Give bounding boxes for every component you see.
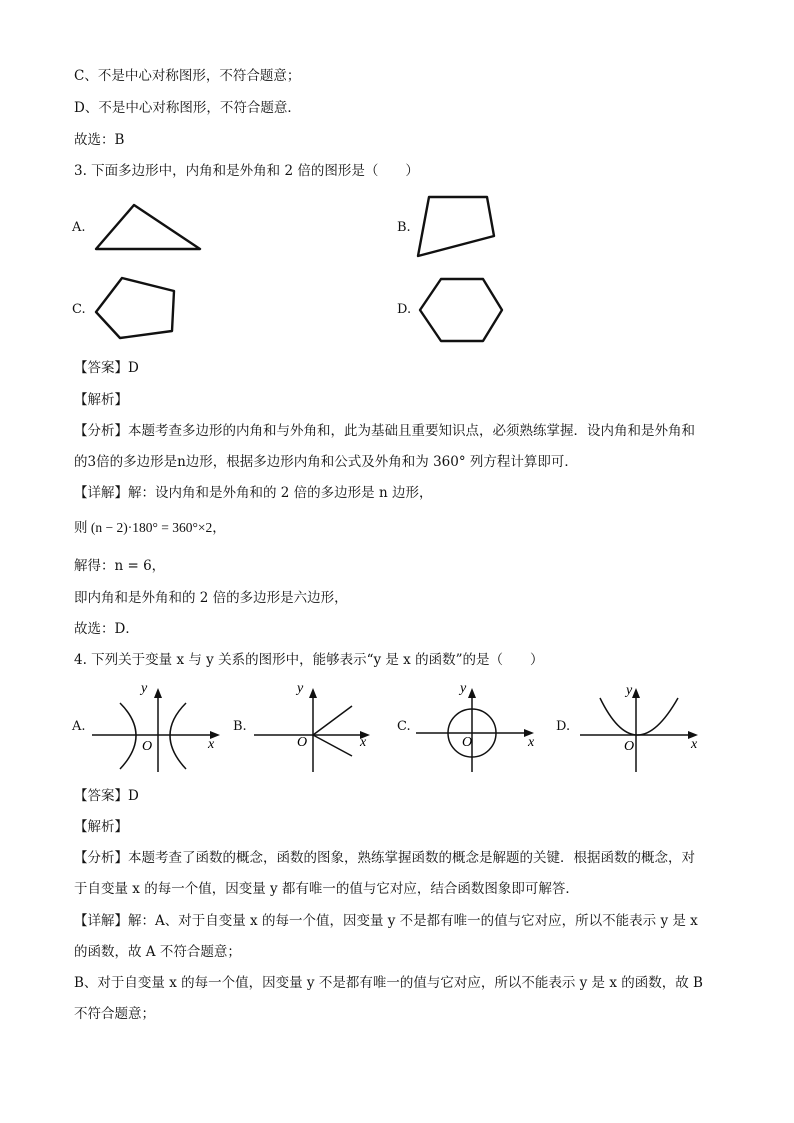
analysis-4-line2: 于自变量 x 的每一个值，因变量 y 都有唯一的值与它对应，结合函数图象即可解答． [74, 881, 579, 897]
graph-d-parabola-figure [578, 676, 708, 776]
x-axis-label: x [360, 735, 367, 750]
option-a-label: A. [72, 220, 86, 235]
text-line: C、不是中心对称图形，不符合题意； [74, 68, 301, 84]
analysis-heading-4: 【解析】 [74, 819, 128, 835]
option-c-label: C. [72, 302, 86, 317]
detail-4-a-line2: 的函数，故 A 不符合题意； [74, 944, 241, 960]
graph-a-hyperbola-figure [90, 676, 228, 776]
y-axis-label: y [626, 683, 633, 698]
option-b-label: B. [397, 220, 411, 235]
y-axis-label: y [460, 681, 467, 696]
graph-d-label: D. [556, 719, 571, 734]
conclusion-3: 即内角和是外角和的 2 倍的多边形是六边形， [74, 590, 348, 606]
graph-a-label: A. [72, 719, 86, 734]
text-line: 故选：B [74, 132, 125, 148]
origin-label: O [462, 735, 473, 750]
equation-1: 则 (n − 2)·180° = 360°×2， [74, 520, 226, 535]
x-axis-label: x [528, 735, 535, 750]
analysis-heading-3: 【解析】 [74, 392, 128, 408]
detail-4-a-line1: 【详解】解：A、对于自变量 x 的每一个值，因变量 y 不是都有唯一的值与它对应，所以不能表示 y 是 x [74, 913, 698, 929]
graph-c-label: C. [397, 719, 411, 734]
choose-3: 故选：D． [74, 621, 139, 637]
equation-2: 解得：n = 6， [74, 558, 166, 574]
graph-b-label: B. [233, 719, 247, 734]
question-4: 4. 下列关于变量 x 与 y 关系的图形中，能够表示“y 是 x 的函数”的是（ ） [74, 652, 544, 668]
x-axis-label: x [208, 737, 215, 752]
analysis-4-line1: 【分析】本题考查了函数的概念，函数的图象，熟练掌握函数的概念是解题的关键．根据函数的概念，对 [74, 850, 695, 866]
detail-4-b-line2: 不符合题意； [74, 1006, 155, 1022]
y-axis-label: y [141, 681, 148, 696]
detail-4-b-line1: B、对于自变量 x 的每一个值，因变量 y 不是都有唯一的值与它对应，所以不能表示 y 是 x 的函数，故 B [74, 975, 703, 991]
quadrilateral-figure [414, 192, 500, 260]
triangle-figure [92, 200, 204, 255]
origin-label: O [297, 735, 308, 750]
hexagon-figure [416, 274, 506, 346]
graph-c-circle-figure [414, 676, 544, 776]
y-axis-label: y [297, 681, 304, 696]
graph-b-rays-figure [252, 676, 382, 776]
answer-4: 【答案】D [74, 788, 139, 804]
origin-label: O [142, 739, 153, 754]
x-axis-label: x [691, 737, 698, 752]
analysis-3-line1: 【分析】本题考查多边形的内角和与外角和，此为基础且重要知识点，必须熟练掌握．设内角和是外角和 [74, 423, 695, 439]
pentagon-figure [92, 273, 180, 343]
text-line: D、不是中心对称图形，不符合题意． [74, 100, 301, 116]
origin-label: O [624, 739, 635, 754]
answer-3: 【答案】D [74, 360, 139, 376]
analysis-3-line2: 的3倍的多边形是n边形，根据多边形内角和公式及外角和为 360° 列方程计算即可． [74, 454, 578, 470]
detail-3: 【详解】解：设内角和是外角和的 2 倍的多边形是 n 边形， [74, 485, 433, 501]
option-d-label: D. [397, 302, 412, 317]
question-3: 3. 下面多边形中，内角和是外角和 2 倍的图形是（ ） [74, 163, 419, 179]
